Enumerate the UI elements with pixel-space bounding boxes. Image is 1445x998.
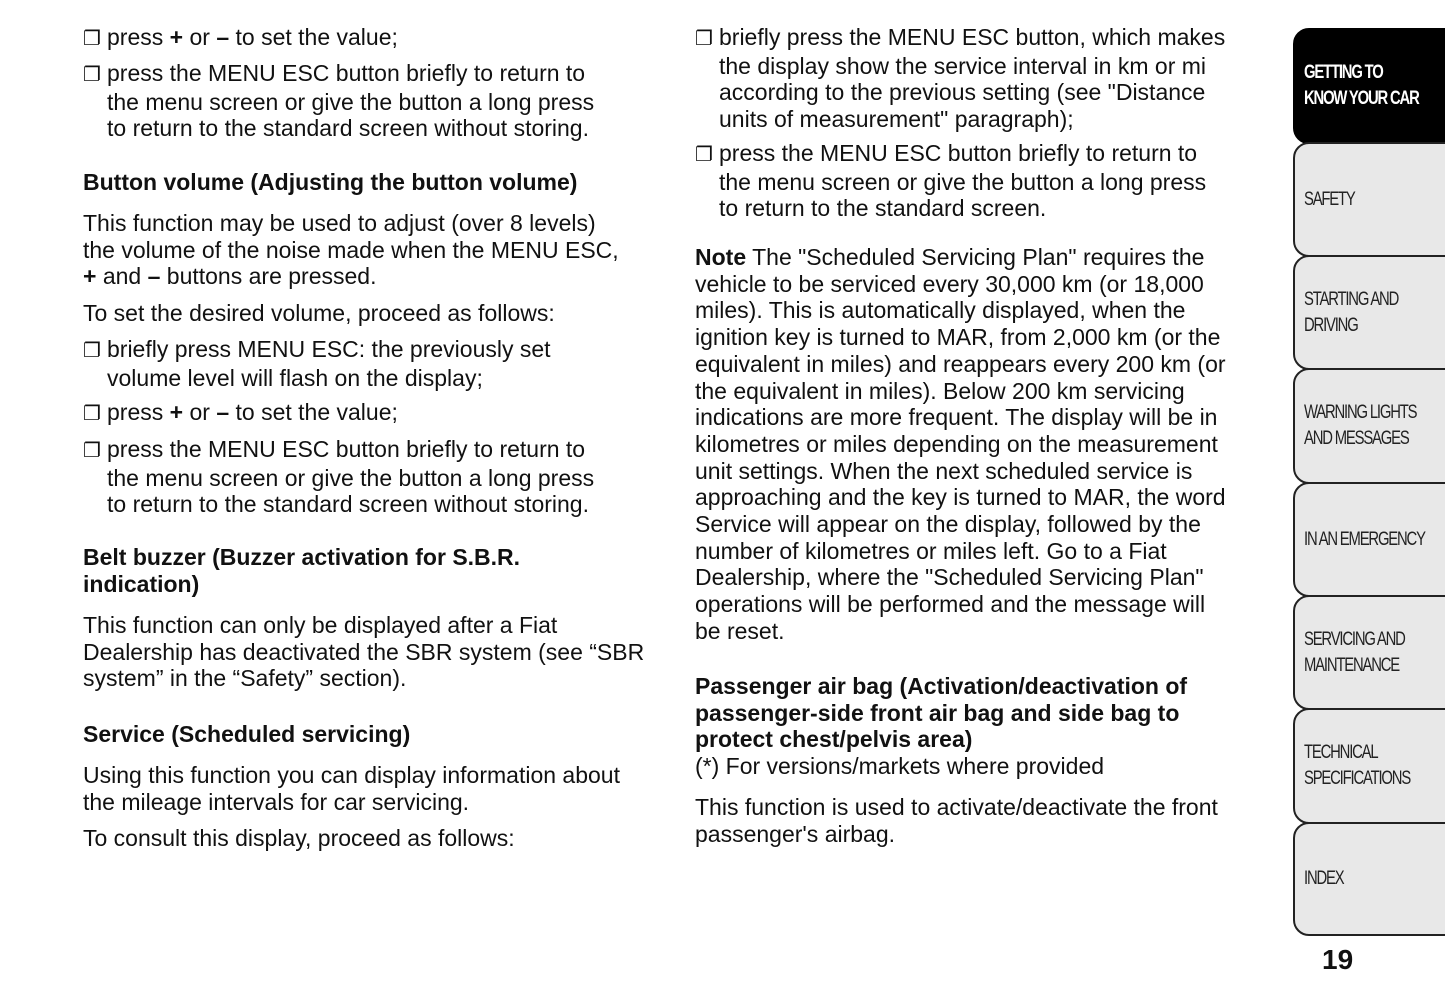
paragraph — [83, 210, 619, 290]
text-line: Service (Scheduled servicing) — [83, 721, 411, 747]
text-line: kilometres or miles depending on the measurement — [695, 430, 1218, 457]
checkbox-bullet-icon: ❐ — [83, 440, 101, 462]
text-line: operations will be performed and the message will — [695, 591, 1206, 618]
text-line: This function may be used to adjust (over 8 levels) — [83, 210, 596, 236]
text-segment: buttons are pressed. — [160, 263, 377, 290]
text-segment: or — [183, 399, 217, 425]
checkbox-bullet-icon: ❐ — [695, 144, 713, 166]
text-line: Button volume (Adjusting the button volume) — [83, 169, 578, 195]
bold-text: Note — [695, 244, 747, 270]
text-line: ❐ press the MENU ESC button briefly to return to — [83, 60, 594, 89]
chapter-tab[interactable] — [1293, 255, 1445, 370]
paragraph — [83, 825, 515, 852]
text-line: To set the desired volume, proceed as follows: — [83, 300, 555, 326]
chapter-tab[interactable] — [1293, 708, 1445, 824]
tab-label: STARTING AND — [1304, 288, 1399, 310]
section-heading — [83, 544, 520, 597]
checkbox-bullet-icon: ❐ — [83, 64, 101, 86]
text-line: Using this function you can display information about — [83, 762, 620, 788]
bullet-item — [83, 24, 398, 53]
tab-label: GETTING TO — [1304, 62, 1383, 83]
text-line: the equivalent in miles). Below 200 km servicing — [695, 377, 1185, 404]
bullet-item — [695, 140, 1206, 222]
page-number: 19 — [1322, 944, 1354, 975]
text-line: This function is used to activate/deactivate the front — [695, 794, 1218, 820]
text-line: the menu screen or give the button a long press — [107, 88, 595, 115]
section-heading — [83, 721, 410, 748]
text-line: number of kilometres or miles left. Go to a Fiat — [695, 537, 1167, 564]
text-line: the volume of the noise made when the MENU ESC, — [83, 236, 619, 263]
paragraph — [695, 794, 1218, 847]
paragraph — [695, 244, 1226, 645]
text-segment: to set the value; — [229, 24, 398, 50]
bold-text: – — [216, 24, 230, 50]
bullet-item — [83, 436, 594, 518]
text-line: equivalent in miles) and reappears every 200 km (or — [695, 350, 1226, 377]
text-line: Passenger air bag (Activation/deactivation of — [695, 673, 1188, 699]
text-line: the mileage intervals for car servicing. — [83, 788, 470, 815]
text-line: Service will appear on the display, followed by the — [695, 511, 1201, 538]
bullet-item — [83, 399, 398, 428]
text-line: to return to the standard screen. — [719, 195, 1047, 222]
bold-text: – — [216, 399, 230, 425]
chapter-tab[interactable] — [1293, 28, 1445, 144]
text-line: Dealership has deactivated the SBR system (see “SBR — [83, 638, 645, 665]
text-line: to return to the standard screen without storing. — [107, 491, 589, 518]
section-heading — [83, 169, 577, 196]
bold-text: + — [169, 399, 184, 425]
tab-label: SPECIFICATIONS — [1304, 768, 1411, 789]
paragraph — [83, 762, 620, 815]
text-line: the menu screen or give the button a long press — [107, 464, 595, 491]
tab-label: TECHNICAL — [1304, 742, 1378, 763]
text-line: unit settings. When the next scheduled service is — [695, 457, 1193, 484]
tab-label: AND MESSAGES — [1304, 428, 1409, 449]
tab-label: INDEX — [1304, 868, 1344, 889]
text-line — [83, 24, 398, 53]
text-line: ❐ press the MENU ESC button briefly to return to — [695, 140, 1206, 169]
text-segment: and — [96, 263, 148, 290]
text-line: passenger's airbag. — [695, 820, 896, 847]
checkbox-bullet-icon: ❐ — [83, 340, 101, 362]
text-line: the display show the service interval in km or mi — [719, 52, 1207, 79]
text-segment: press — [107, 399, 170, 425]
text-line — [695, 244, 1226, 271]
tab-label: MAINTENANCE — [1304, 654, 1400, 676]
text-line: ❐ briefly press MENU ESC: the previously set — [83, 336, 551, 365]
bold-text: – — [147, 263, 161, 290]
text-line: ❐ briefly press the MENU ESC button, which makes — [695, 24, 1225, 53]
checkbox-bullet-icon: ❐ — [83, 28, 101, 50]
chapter-tab[interactable] — [1293, 822, 1445, 936]
section-heading — [695, 673, 1187, 780]
chapter-tab[interactable] — [1293, 482, 1445, 597]
text-segment: (*) For versions/markets where provided — [695, 753, 1105, 780]
text-line: be reset. — [695, 617, 785, 644]
tab-label: SERVICING AND — [1304, 628, 1405, 650]
text-line: This function can only be displayed after a Fiat — [83, 612, 558, 638]
text-line: to return to the standard screen without storing. — [107, 115, 589, 142]
text-segment: press — [107, 24, 170, 50]
tab-label: IN AN EMERGENCY — [1304, 528, 1425, 550]
checkbox-bullet-icon: ❐ — [695, 28, 713, 50]
text-line: the menu screen or give the button a long press — [719, 168, 1207, 195]
text-line — [695, 753, 1187, 780]
bold-text: + — [83, 263, 97, 290]
text-line: Dealership, where the "Scheduled Servicing Plan" — [695, 564, 1204, 591]
text-line: Belt buzzer (Buzzer activation for S.B.R. — [83, 544, 521, 570]
bullet-item — [695, 24, 1225, 133]
chapter-tab[interactable] — [1293, 595, 1445, 710]
text-line: miles). This is automatically displayed, when the — [695, 297, 1186, 324]
text-line: volume level will flash on the display; — [107, 364, 483, 391]
text-line — [83, 399, 398, 428]
text-line: vehicle to be serviced every 30,000 km (or 18,000 — [695, 270, 1204, 297]
text-segment: The "Scheduled Servicing Plan" requires the — [746, 244, 1205, 270]
bullet-item — [83, 60, 594, 142]
text-line: passenger-side front air bag and side bag to — [695, 699, 1180, 726]
text-line: protect chest/pelvis area) — [695, 726, 973, 753]
tab-label: DRIVING — [1304, 314, 1358, 336]
text-line: according to the previous setting (see "Distance — [719, 79, 1206, 106]
text-line: ❐ press the MENU ESC button briefly to return to — [83, 436, 594, 465]
text-line: approaching and the key is turned to MAR, the word — [695, 484, 1226, 511]
bold-text: + — [169, 24, 184, 50]
text-line: indications are more frequent. The display will be in — [695, 404, 1218, 431]
paragraph — [83, 612, 644, 692]
text-line: indication) — [83, 570, 200, 597]
tab-label: KNOW YOUR CAR — [1304, 88, 1419, 109]
tab-label: SAFETY — [1304, 188, 1355, 210]
text-segment: or — [183, 24, 217, 50]
text-line: system” in the “Safety” section). — [83, 665, 407, 692]
chapter-tab[interactable] — [1293, 142, 1445, 257]
text-line: ignition key is turned to MAR, from 2,000 km (or the — [695, 324, 1221, 351]
text-line: units of measurement" paragraph); — [719, 106, 1074, 133]
text-segment: to set the value; — [229, 399, 398, 425]
checkbox-bullet-icon: ❐ — [83, 403, 101, 425]
tab-label: WARNING LIGHTS — [1304, 402, 1417, 423]
bullet-item — [83, 336, 551, 391]
text-line: To consult this display, proceed as follows: — [83, 825, 515, 851]
text-line — [83, 263, 619, 290]
chapter-tab[interactable] — [1293, 368, 1445, 484]
paragraph — [83, 300, 555, 327]
